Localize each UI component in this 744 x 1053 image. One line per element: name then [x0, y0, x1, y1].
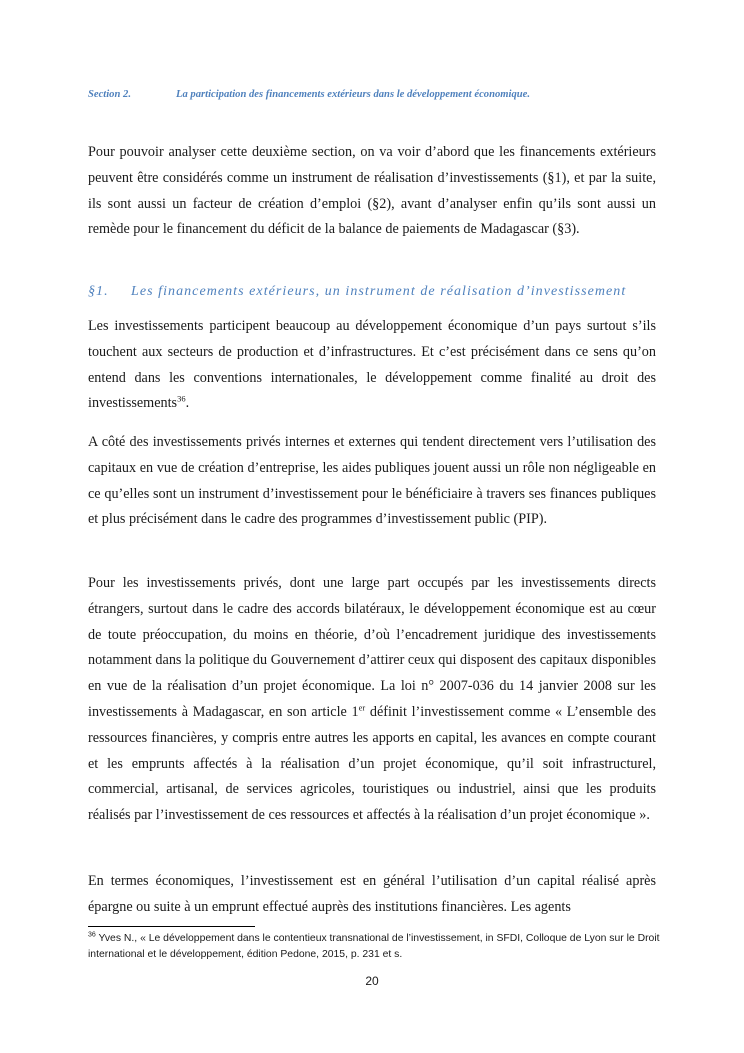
footnote-reference[interactable]: 36	[177, 393, 186, 404]
paragraph-3-end: définit l’investissement comme « L’ensemble des ressources financières, y compris entre autres les apports en capital, les avances en compte courant et les emprunts affectés à la réalisation d’un projet économique, qu’il soit infrastructurel, commercial, artisanal, de services agricoles, touristiques ou industriel, ainsi que les produits réalisés par l’investissement de ces ressources et affectés à la réalisation d’un projet économique ».	[88, 703, 656, 824]
paragraph-1-end: .	[185, 395, 190, 412]
subsection-title: Les financements extérieurs, un instrument de réalisation d’investissement	[131, 284, 627, 299]
paragraph-4: En termes économiques, l’investissement est en général l’utilisation d’un capital réalisé après épargne ou suite à un emprunt effectué auprès des institutions financières. Les agents	[88, 873, 656, 915]
paragraph-1-text: Les investissements participent beaucoup au développement économique d’un pays surtout s’ils touchent aux secteurs de production et d’infrastructures. Et c’est précisément dans ce sens qu’on entend dans les conventions internationales, le développement comme finalité au droit des investissements	[88, 318, 656, 412]
subsection-number: §1.	[88, 284, 109, 299]
ordinal-superscript: er	[358, 702, 366, 713]
paragraph-3	[88, 571, 656, 829]
paragraph-3-start: Pour les investissements privés, dont une large part occupés par les investissements directs étrangers, surtout dans le cadre des accords bilatéraux, le développement économique est au cœur de toute préoccupation, du moins en théorie, d’où l’encadrement juridique des investissements notamment dans la politique du Gouvernement d’attirer ceux qui disposent des capitaux disponibles en vue de la réalisation d’un projet économique. La loi n° 2007-036 du 14 janvier 2008 sur les investissements à Madagascar, en son article 1	[88, 575, 656, 720]
section-heading	[88, 89, 668, 100]
section-number: Section 2.	[88, 89, 131, 100]
paragraph-1	[88, 314, 656, 417]
subsection-heading	[88, 284, 668, 300]
paragraph-2: A côté des investissements privés internes et externes qui tendent directement vers l’utilisation des capitaux en vue de création d’entreprise, les aides publiques jouent aussi un rôle non négligeable en ce qu’elles sont un instrument d’investissement pour le bénéficiaire à travers ses finances publiques et plus précisément dans le cadre des programmes d’investissement public (PIP).	[88, 434, 656, 528]
footnote-text: Yves N., « Le développement dans le contentieux transnational de l’investissement, in SFDI, Colloque de Lyon sur le Droit international et le développement, édition Pedone, 2015, p. 231 et s.	[88, 933, 660, 960]
footnote-separator	[88, 926, 255, 927]
footnote	[88, 931, 660, 963]
intro-paragraph: Pour pouvoir analyser cette deuxième section, on va voir d’abord que les financements extérieurs peuvent être considérés comme un instrument de réalisation d’investissements (§1), et par la suite, ils sont aussi un facteur de création d’emploi (§2), avant d’analyser enfin qu’ils sont aussi un remède pour le financement du déficit de la balance de paiements de Madagascar (§3).	[88, 144, 656, 238]
page-number: 20	[365, 974, 379, 988]
section-title: La participation des financements extérieurs dans le développement économique.	[176, 89, 530, 100]
footnote-number: 36	[88, 931, 96, 939]
